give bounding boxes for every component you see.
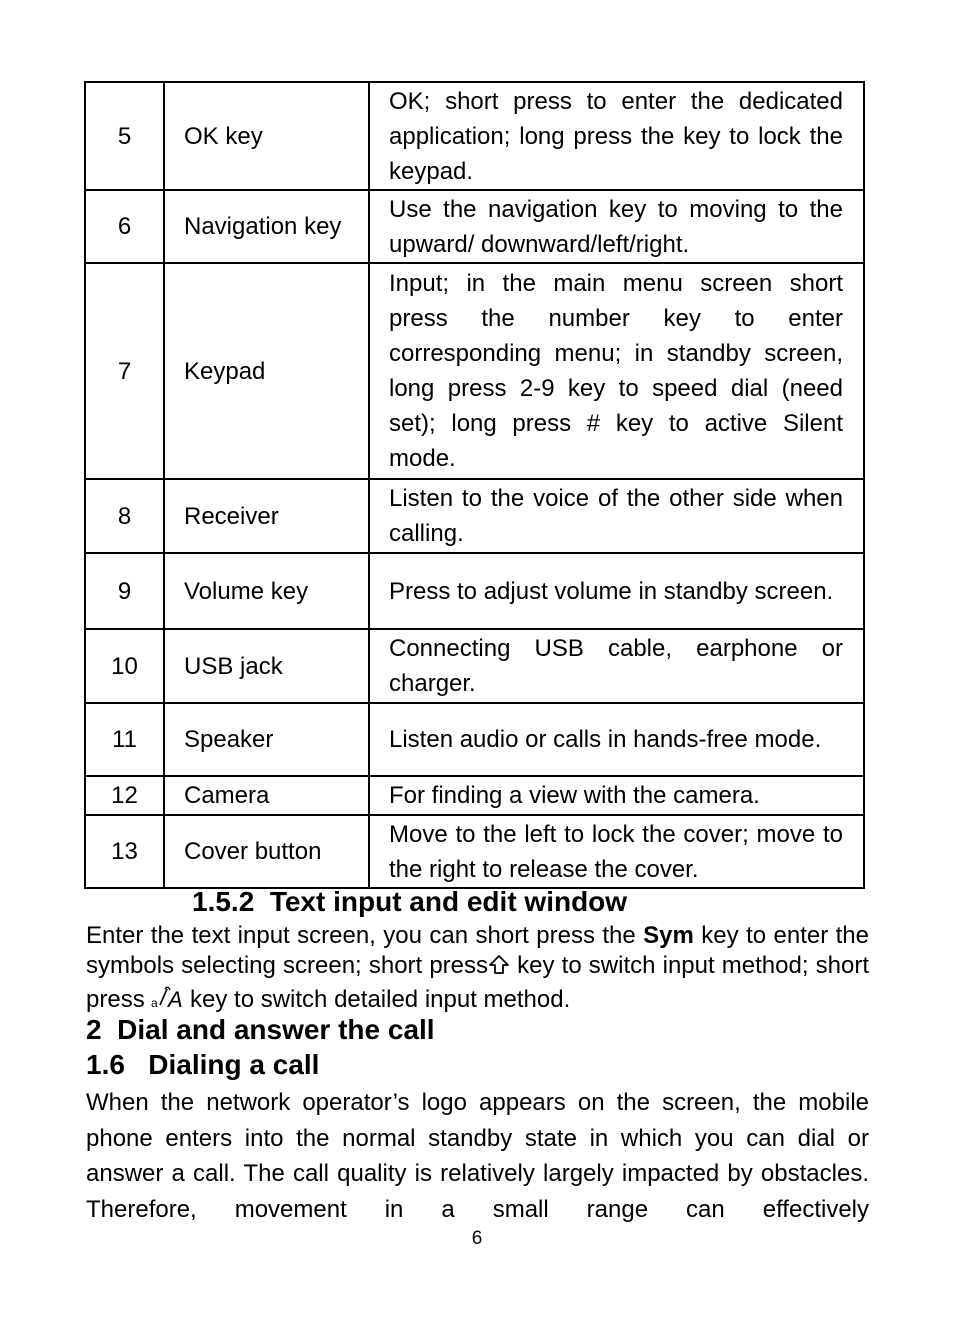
key-name: USB jack	[164, 629, 369, 703]
table-row	[85, 82, 864, 190]
text-input-paragraph-part-c: key to switch input method; short press	[86, 952, 869, 1013]
key-description: Listen audio or calls in hands-free mode.	[369, 703, 864, 776]
key-name: Camera	[164, 776, 369, 815]
table-row	[85, 263, 864, 479]
key-description: Press to adjust volume in standby screen.	[369, 553, 864, 629]
text-input-paragraph-part-d: key to switch detailed input method.	[183, 986, 571, 1013]
key-name: Volume key	[164, 553, 369, 629]
svg-text:a: a	[151, 996, 159, 1010]
table-row	[85, 776, 864, 815]
sym-key-label: Sym	[643, 922, 694, 949]
table-row	[85, 479, 864, 553]
key-number: 12	[85, 776, 164, 815]
key-number: 13	[85, 815, 164, 888]
svg-text:A: A	[168, 987, 184, 1010]
shift-arrow-icon	[488, 954, 510, 984]
section-heading-text-input: 1.5.2 Text input and edit window	[192, 886, 628, 917]
key-description: Listen to the voice of the other side when calling.	[369, 479, 864, 553]
page-number: 6	[471, 1228, 483, 1249]
text-input-paragraph	[86, 921, 869, 1018]
key-description: OK; short press to enter the dedicated application; long press the key to lock the keypad.	[369, 82, 864, 190]
key-name: Speaker	[164, 703, 369, 776]
table-row	[85, 703, 864, 776]
key-number: 6	[85, 190, 164, 263]
key-number: 10	[85, 629, 164, 703]
key-name: Cover button	[164, 815, 369, 888]
key-name: Keypad	[164, 263, 369, 479]
key-description: Connecting USB cable, earphone or charger.	[369, 629, 864, 703]
chapter-heading-dial-answer: 2 Dial and answer the call	[86, 1014, 435, 1045]
key-description: For finding a view with the camera.	[369, 776, 864, 815]
table-row	[85, 629, 864, 703]
text-input-paragraph-part-b: key to enter the symbols selecting screen; short press	[86, 922, 869, 979]
key-name: Navigation key	[164, 190, 369, 263]
table-row	[85, 553, 864, 629]
key-description-table	[84, 81, 865, 889]
key-name: Receiver	[164, 479, 369, 553]
section-heading-dialing: 1.6 Dialing a call	[86, 1049, 320, 1080]
key-description: Move to the left to lock the cover; move to the right to release the cover.	[369, 815, 864, 888]
key-description: Input; in the main menu screen short press the number key to enter corresponding menu; in standby screen, long press 2-9 key to speed dial (need set); long press # key to active Silent mode.	[369, 263, 864, 479]
key-name: OK key	[164, 82, 369, 190]
key-number: 11	[85, 703, 164, 776]
key-number: 9	[85, 553, 164, 629]
table-row	[85, 190, 864, 263]
key-number: 7	[85, 263, 164, 479]
key-number: 8	[85, 479, 164, 553]
text-input-paragraph-part-a: Enter the text input screen, you can short press the	[86, 922, 644, 949]
key-description: Use the navigation key to moving to the upward/ downward/left/right.	[369, 190, 864, 263]
dialing-paragraph: When the network operator’s logo appears on the screen, the mobile phone enters into the normal standby state in which you can dial or answer a call. The call quality is relatively largely impacted by obstacles. Therefore, movement in a small range can effectively	[86, 1089, 869, 1223]
table-row	[85, 815, 864, 888]
key-number: 5	[85, 82, 164, 190]
